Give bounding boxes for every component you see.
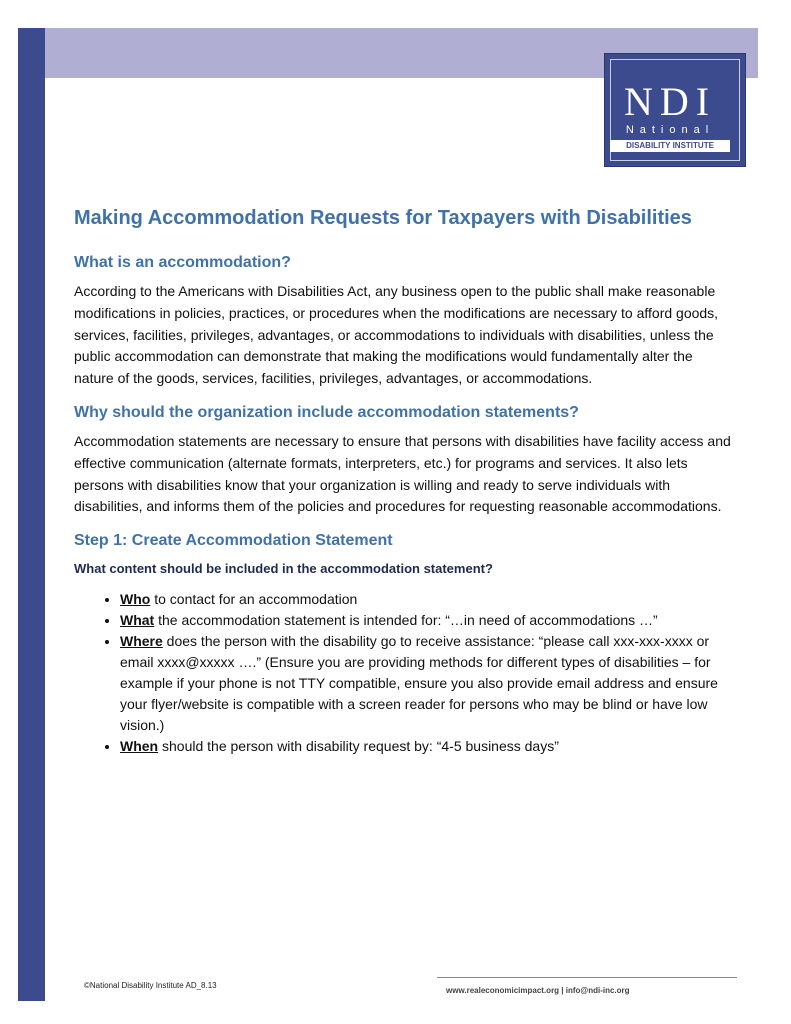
list-item bbox=[120, 736, 734, 757]
list-item bbox=[120, 610, 734, 631]
list-item bbox=[120, 631, 734, 736]
bullet-text: does the person with the disability go to receive assistance: “please call xxx-xxx-xxxx or email xxxx@xxxxx ….” (Ensure you are providing methods for different types of disabilities – for example if your phone is not TTY compatible, ensure you also provide email address and ensure your flyer/website is compatible with a screen reader for persons who may be blind or have low vision.) bbox=[120, 633, 718, 734]
section-heading-step1: Step 1: Create Accommodation Statement bbox=[74, 532, 393, 550]
footer-divider bbox=[437, 977, 737, 978]
logo-institute: DISABILITY INSTITUTE bbox=[610, 140, 730, 152]
ndi-logo bbox=[604, 53, 746, 167]
section-heading-accommodation: What is an accommodation? bbox=[74, 254, 291, 271]
bullet-keyword: When bbox=[120, 738, 159, 755]
bullet-keyword: Where bbox=[120, 633, 163, 650]
bullet-text: should the person with disability request by: “4-5 business days” bbox=[158, 738, 559, 755]
logo-letters: NDI bbox=[623, 79, 717, 124]
footer-copyright: ©National Disability Institute AD_8.13 bbox=[84, 981, 217, 990]
bullet-keyword: Who bbox=[120, 591, 151, 608]
footer-contact: www.realeconomicimpact.org | info@ndi-inc.org bbox=[446, 986, 630, 995]
section-heading-why: Why should the organization include accommodation statements? bbox=[74, 403, 579, 421]
logo-national: National bbox=[625, 124, 715, 136]
section-subheading-content: What content should be included in the accommodation statement? bbox=[74, 561, 493, 577]
page-title: Making Accommodation Requests for Taxpayers with Disabilities bbox=[74, 207, 692, 229]
list-item bbox=[120, 589, 734, 610]
bullet-keyword: What bbox=[120, 612, 155, 629]
left-accent-bar bbox=[18, 28, 45, 1001]
section-paragraph-why: Accommodation statements are necessary to ensure that persons with disabilities have facility access and effective communication (alternate formats, interpreters, etc.) for programs and services. It also lets persons with disabilities know that your organization is willing and ready to serve individuals with disabilities, and informs them of the policies and procedures for requesting reasonable accommodations. bbox=[74, 432, 731, 515]
document-body bbox=[74, 200, 734, 757]
bullet-text: the accommodation statement is intended for: “…in need of accommodations …” bbox=[154, 612, 658, 629]
bullet-text: to contact for an accommodation bbox=[150, 591, 358, 608]
bullet-list bbox=[74, 589, 734, 757]
section-paragraph-accommodation: According to the Americans with Disabilities Act, any business open to the public shall make reasonable modifications in policies, practices, or procedures when the modifications are necessary to afford goods, services, facilities, privileges, advantages, or accommodations to individuals with disabilities, unless the public accommodation can demonstrate that making the modifications would fundamentally alter the nature of the goods, services, facilities, privileges, advantages, or accommodations. bbox=[74, 283, 719, 387]
